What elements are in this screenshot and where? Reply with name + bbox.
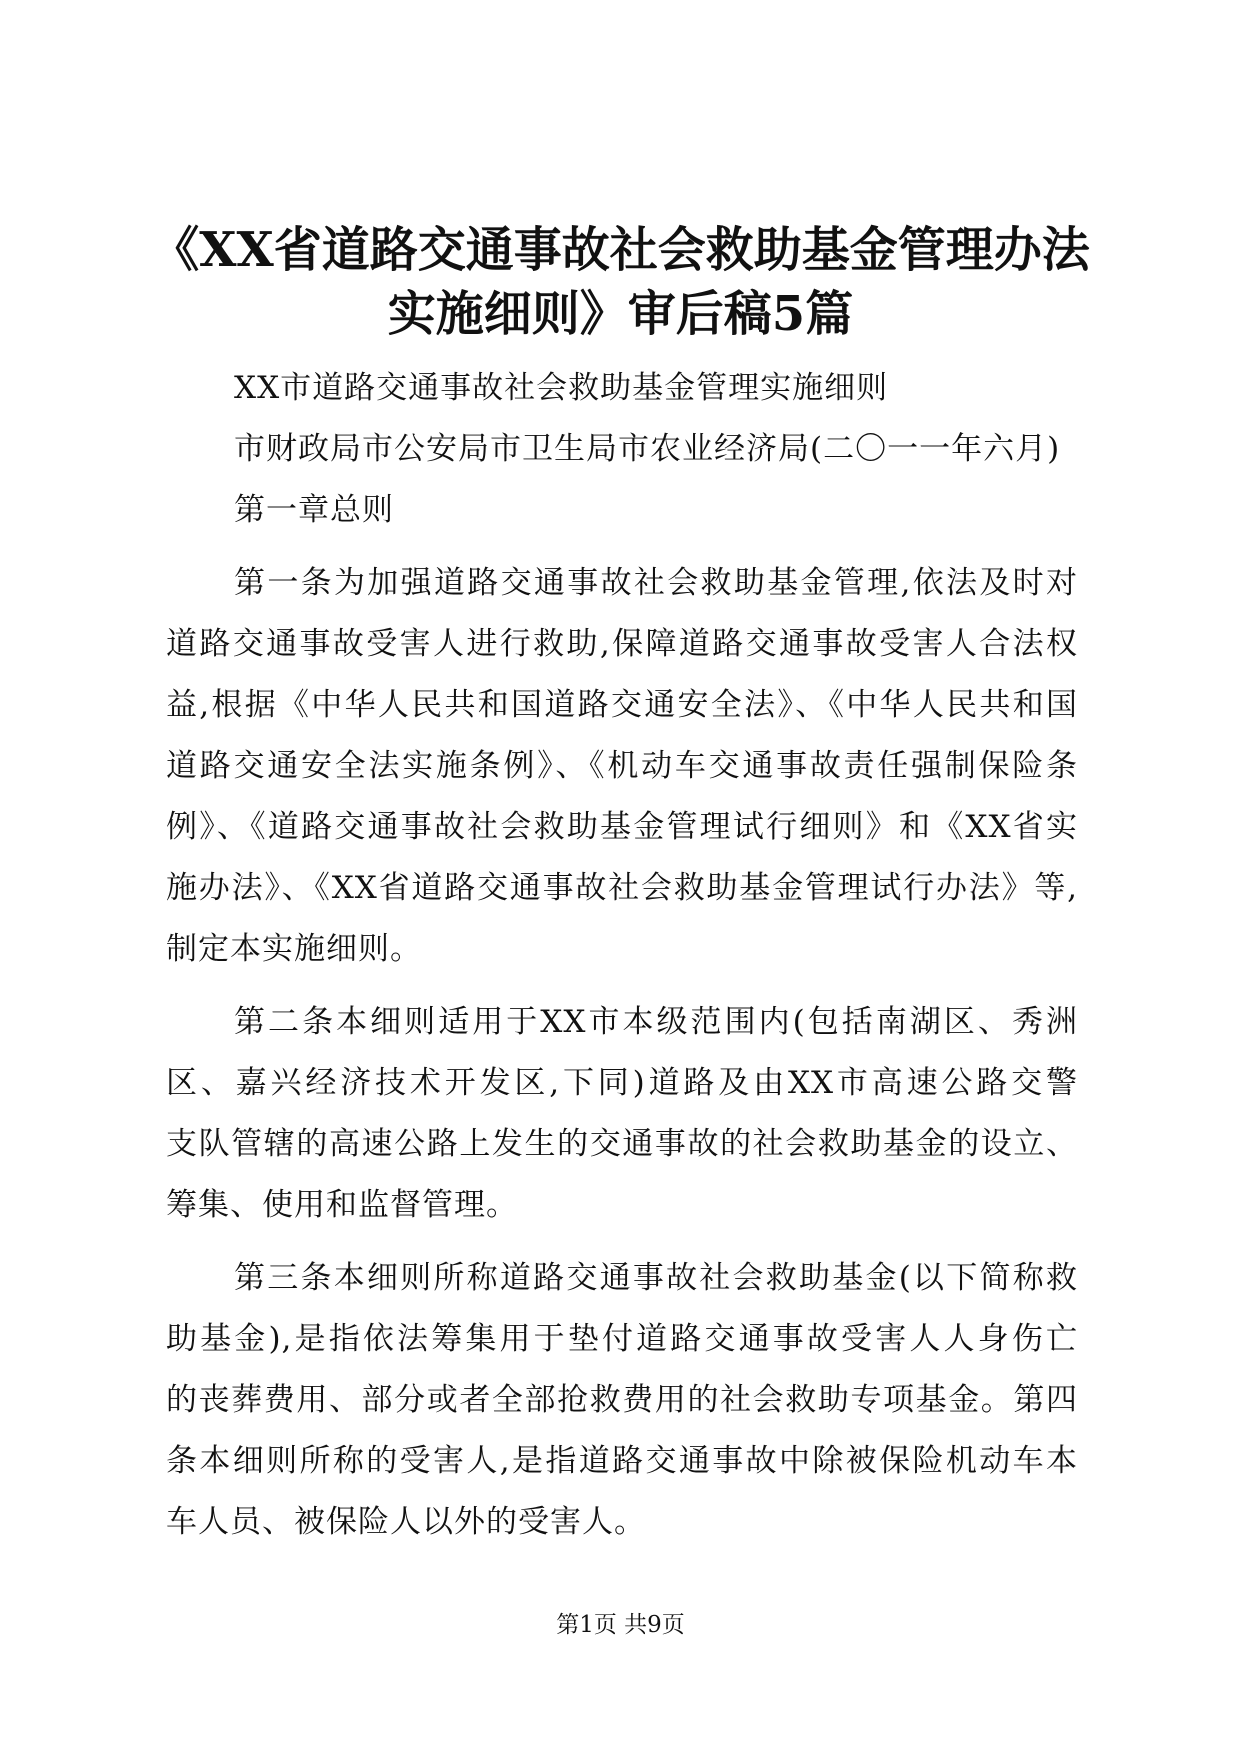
text-line: 第二条本细则适用于XX市本级范围内(包括南湖区、秀洲	[234, 1004, 1078, 1040]
text-line: 区、嘉兴经济技术开发区,下同)道路及由XX市高速公路交警	[166, 1065, 1078, 1101]
text-line: 第一条为加强道路交通事故社会救助基金管理,依法及时对	[234, 565, 1078, 601]
text-line: 支队管辖的高速公路上发生的交通事故的社会救助基金的设立、	[166, 1126, 1078, 1162]
text-line: 道路交通事故受害人进行救助,保障道路交通事故受害人合法权	[166, 626, 1078, 662]
text-line: 制定本实施细则。	[166, 931, 422, 967]
subtitle-line: XX市道路交通事故社会救助基金管理实施细则	[234, 370, 889, 406]
text-line: 的丧葬费用、部分或者全部抢救费用的社会救助专项基金。第四	[166, 1382, 1078, 1418]
text-line: 车人员、被保险人以外的受害人。	[166, 1504, 646, 1540]
page-number: 第1页 共9页	[556, 1612, 685, 1638]
document-title-line-2: 实施细则》审后稿5篇	[387, 286, 854, 342]
text-line: 益,根据《中华人民共和国道路交通安全法》、《中华人民共和国	[166, 687, 1078, 723]
document-body	[166, 358, 1078, 1553]
text-line: 施办法》、《XX省道路交通事故社会救助基金管理试行办法》等,	[166, 870, 1078, 906]
text-line: 条本细则所称的受害人,是指道路交通事故中除被保险机动车本	[166, 1443, 1078, 1479]
text-line: 助基金),是指依法筹集用于垫付道路交通事故受害人人身伤亡	[166, 1321, 1078, 1357]
document-title-line-1: 《XX省道路交通事故社会救助基金管理办法	[151, 222, 1090, 278]
text-line: 例》、《道路交通事故社会救助基金管理试行细则》和《XX省实	[166, 809, 1078, 845]
text-line: 道路交通安全法实施条例》、《机动车交通事故责任强制保险条	[166, 748, 1078, 784]
text-line: 筹集、使用和监督管理。	[166, 1187, 518, 1223]
chapter-heading: 第一章总则	[234, 492, 394, 528]
issuer-line: 市财政局市公安局市卫生局市农业经济局(二〇一一年六月)	[234, 431, 1061, 467]
text-line: 第三条本细则所称道路交通事故社会救助基金(以下简称救	[234, 1260, 1078, 1296]
